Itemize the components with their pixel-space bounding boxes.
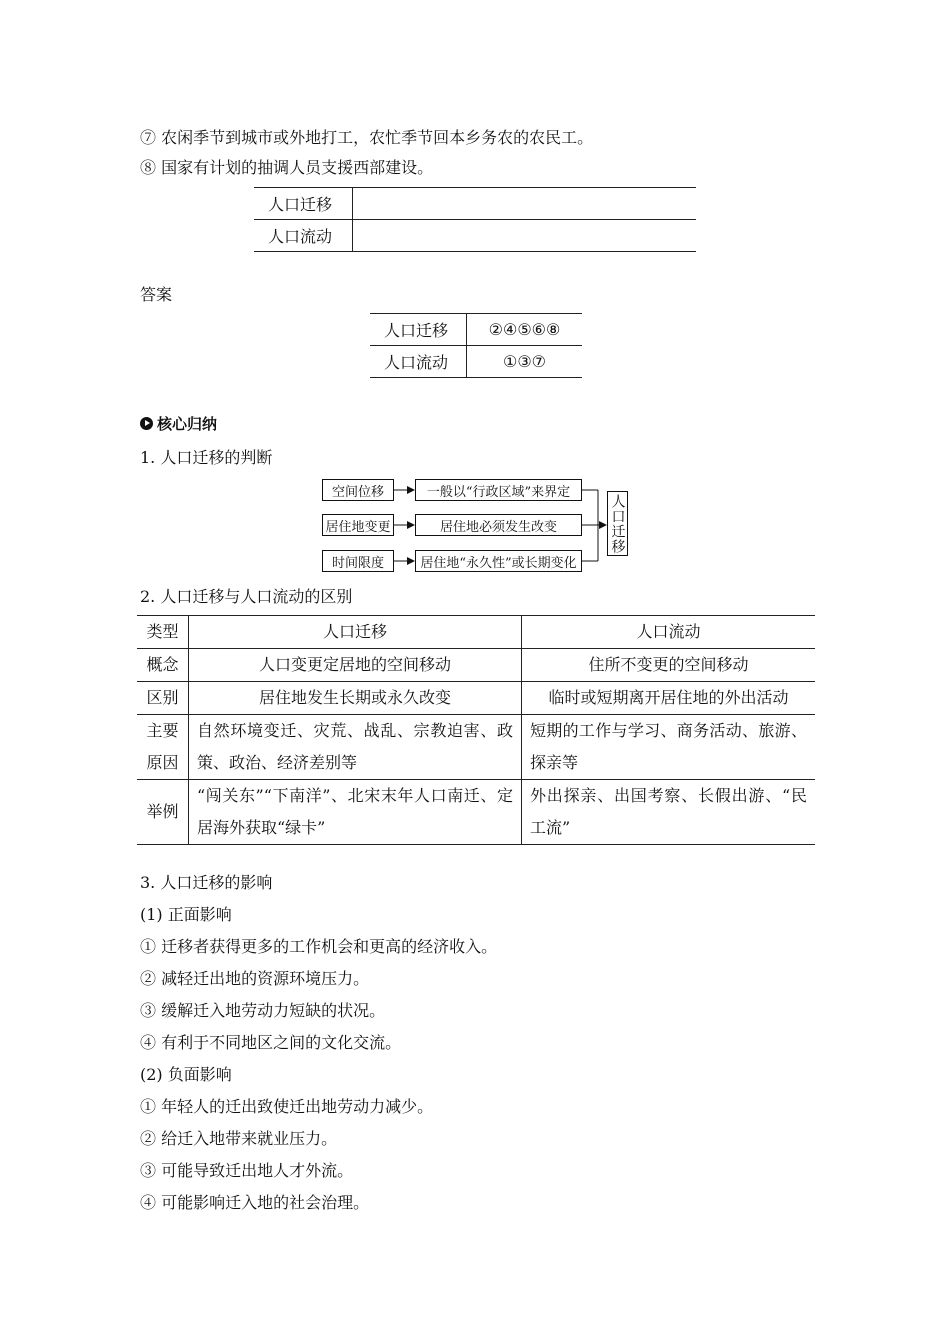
- list-item: ③ 缓解迁入地劳动力短缺的状况。: [140, 1001, 386, 1020]
- part2-title: 2. 人口迁移与人口流动的区别: [140, 587, 353, 606]
- table-row: [137, 649, 815, 682]
- list-item: ① 年轻人的迁出致使迁出地劳动力减少。: [140, 1097, 434, 1116]
- section-heading-text: 核心归纳: [157, 415, 218, 433]
- table-row: [137, 715, 815, 780]
- part1-title: 1. 人口迁移的判断: [140, 448, 273, 467]
- answer-row-label: 人口迁移: [370, 314, 467, 346]
- question-row-label: 人口流动: [254, 220, 353, 252]
- play-circle-icon: [140, 417, 153, 430]
- row-label: 区别: [137, 682, 189, 715]
- description-box: 居住地“永久性”或长期变化: [415, 550, 582, 572]
- answer-table: [370, 313, 582, 378]
- description-box: 一般以“行政区域”来界定: [415, 479, 582, 501]
- flow-cell: 短期的工作与学习、商务活动、旅游、探亲等: [522, 715, 816, 780]
- answer-row-value: ①③⑦: [502, 352, 547, 371]
- migration-cell: 自然环境变迁、灾荒、战乱、宗教迫害、政策、政治、经济差别等: [189, 715, 522, 780]
- question-row-label: 人口迁移: [254, 188, 353, 220]
- table-header-cell: 人口流动: [522, 616, 816, 649]
- question-row-blank[interactable]: [353, 188, 697, 220]
- answer-heading: 答案: [140, 285, 173, 304]
- table-header-cell: 类型: [137, 616, 189, 649]
- description-box: 居住地必须发生改变: [415, 514, 582, 536]
- question-row-blank[interactable]: [353, 220, 697, 252]
- negative-impact-title: (2) 负面影响: [140, 1065, 232, 1084]
- part3-title: 3. 人口迁移的影响: [140, 873, 273, 892]
- table-row: [137, 780, 815, 845]
- comparison-table: [137, 615, 815, 845]
- list-item: ③ 可能导致迁出地人才外流。: [140, 1161, 354, 1180]
- intro-item-7: ⑦ 农闲季节到城市或外地打工，农忙季节回本乡务农的农民工。: [140, 128, 594, 147]
- section-heading: [140, 413, 217, 434]
- migration-cell: 人口变更定居地的空间移动: [189, 649, 522, 682]
- criterion-box: 空间位移: [322, 479, 394, 501]
- criterion-box: 居住地变更: [322, 514, 394, 536]
- table-row: [137, 682, 815, 715]
- list-item: ④ 可能影响迁入地的社会治理。: [140, 1193, 370, 1212]
- positive-impact-title: (1) 正面影响: [140, 905, 232, 924]
- migration-cell: “闯关东”“下南洋”、北宋末年人口南迁、定居海外获取“绿卡”: [189, 780, 522, 845]
- intro-item-8: ⑧ 国家有计划的抽调人员支援西部建设。: [140, 158, 434, 177]
- list-item: ② 减轻迁出地的资源环境压力。: [140, 969, 370, 988]
- row-label: 主要原因: [137, 715, 189, 780]
- result-box: 人口迁移: [607, 491, 628, 556]
- list-item: ④ 有利于不同地区之间的文化交流。: [140, 1033, 402, 1052]
- list-item: ② 给迁入地带来就业压力。: [140, 1129, 338, 1148]
- flow-cell: 外出探亲、出国考察、长假出游、“民工流”: [522, 780, 816, 845]
- table-header-cell: 人口迁移: [189, 616, 522, 649]
- row-label: 举例: [137, 780, 189, 845]
- answer-row-label: 人口流动: [370, 346, 467, 378]
- criterion-box: 时间限度: [322, 550, 394, 572]
- flow-cell: 住所不变更的空间移动: [522, 649, 816, 682]
- question-table: [254, 187, 696, 252]
- migration-cell: 居住地发生长期或永久改变: [189, 682, 522, 715]
- answer-row-value: ②④⑤⑥⑧: [488, 320, 561, 339]
- list-item: ① 迁移者获得更多的工作机会和更高的经济收入。: [140, 937, 498, 956]
- row-label: 概念: [137, 649, 189, 682]
- flow-cell: 临时或短期离开居住地的外出活动: [522, 682, 816, 715]
